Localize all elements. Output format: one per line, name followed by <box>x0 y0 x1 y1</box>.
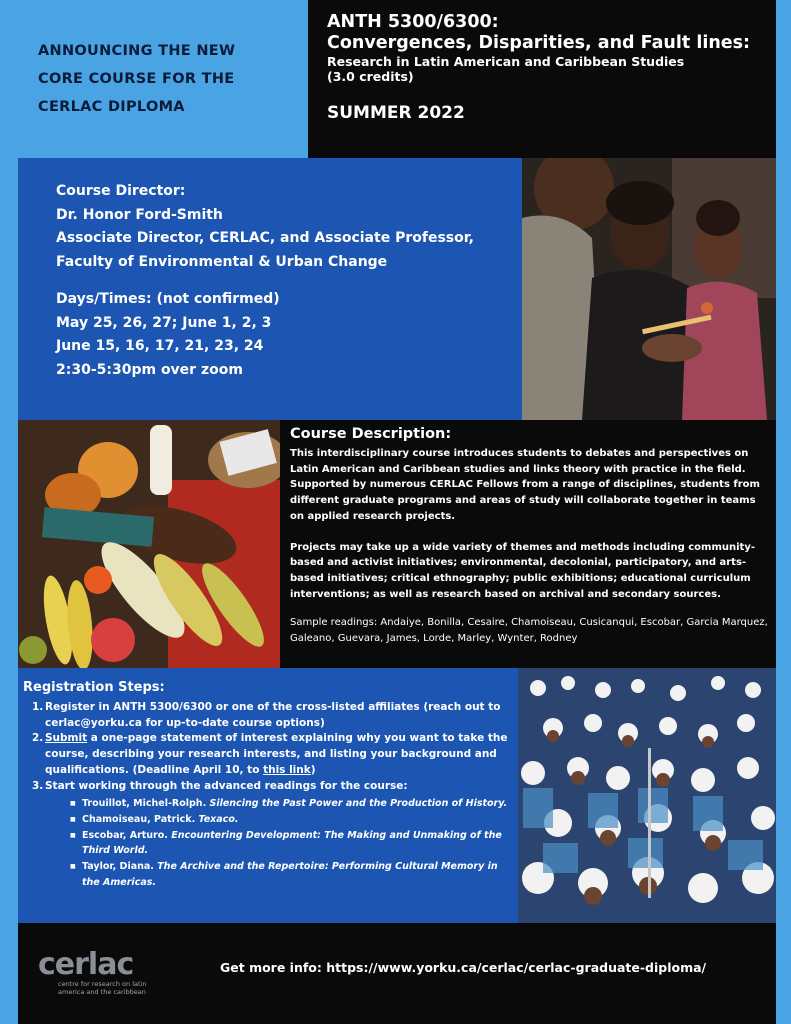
step-text: Register in ANTH 5300/6300 or one of the cross-listed affiliates (reach out to cerlac@yorku.ca for up-to-date course options) <box>45 701 501 729</box>
reading-title: Silencing the Past Power and the Production of History. <box>209 798 508 810</box>
course-name: Convergences, Disparities, and Fault lines: <box>327 33 751 53</box>
registration-block <box>18 668 518 923</box>
sample-readings: Sample readings: Andaiye, Bonilla, Cesaire, Chamoiseau, Cusicanqui, Escobar, Garcia Marquez, Galeano, Guevara, James, Lorde, Marley, Wynter, Rodney <box>290 617 768 645</box>
more-info-link[interactable]: Get more info: https://www.yorku.ca/cerlac/cerlac-graduate-diploma/ <box>220 960 707 975</box>
registration-steps <box>23 700 518 890</box>
course-term: SUMMER 2022 <box>327 103 465 123</box>
description-paragraph-1: This interdisciplinary course introduces students to debates and perspectives on Latin American and Caribbean studies and links theory with practice in the field. Supported by numerous CERLAC Fellows from a range of disciplines, students from different graduate programs and areas of study will collaborate together in teams on applied research projects. <box>290 448 760 522</box>
days-heading: Days/Times: (not confirmed) <box>56 291 280 307</box>
director-faculty: Faculty of Environmental & Urban Change <box>56 253 388 270</box>
cerlac-logo <box>38 947 158 996</box>
reading-author: Taylor, Diana. <box>82 861 158 873</box>
course-subtitle: Research in Latin American and Caribbean Studies <box>327 54 685 69</box>
reading-title: Texaco. <box>198 813 239 825</box>
course-code: ANTH 5300/6300: <box>327 12 499 32</box>
step-number: 1. <box>32 701 44 713</box>
reading-author: Trouillot, Michel-Rolph. <box>82 798 210 810</box>
course-description <box>290 426 772 647</box>
logo-wordmark: cerlac <box>38 947 134 982</box>
step-number: 3. <box>32 779 44 792</box>
registration-heading: Registration Steps: <box>23 680 165 695</box>
workshop-photo <box>522 158 776 420</box>
days-line-2: June 15, 16, 17, 21, 23, 24 <box>56 338 264 354</box>
step-text-end: ) <box>310 763 316 776</box>
course-title-box <box>308 0 776 158</box>
description-heading: Course Description: <box>290 426 452 442</box>
step-number: 2. <box>32 732 44 745</box>
director-name: Dr. Honor Ford-Smith <box>56 206 223 223</box>
altar-photo <box>18 420 280 668</box>
director-role: Associate Director, CERLAC, and Associate Professor, <box>56 230 474 246</box>
this-link[interactable]: this link <box>263 763 311 776</box>
announce-line: CORE COURSE FOR THE <box>38 71 235 87</box>
registration-step-1 <box>32 700 518 731</box>
reading-item <box>70 828 518 859</box>
logo-tagline: centre for research on latin america and the caribbean <box>58 980 147 996</box>
parade-photo <box>518 668 776 923</box>
announce-line: ANNOUNCING THE NEW <box>38 43 236 59</box>
step-text: Start working through the advanced readings for the course: <box>45 779 408 792</box>
announce-heading <box>38 37 278 121</box>
course-credits: (3.0 credits) <box>327 69 414 84</box>
registration-step-2 <box>32 731 518 778</box>
announce-line: CERLAC DIPLOMA <box>38 99 185 115</box>
readings-list <box>45 796 518 890</box>
days-line-1: May 25, 26, 27; June 1, 2, 3 <box>56 314 272 331</box>
registration-step-3 <box>32 779 518 891</box>
time-line: 2:30-5:30pm over zoom <box>56 361 243 378</box>
submit-link[interactable]: Submit <box>45 732 88 745</box>
reading-item <box>70 812 518 828</box>
step-text: a one-page statement of interest explaining why you want to take the course, describing your research interests, and listing your background and qualifications. (Deadline April 10, to <box>45 732 508 776</box>
reading-author: Chamoiseau, Patrick. <box>82 813 199 825</box>
director-block <box>18 158 522 420</box>
reading-title: The Archive and the Repertoire: Performing Cultural Memory in the Americas. <box>82 861 498 888</box>
reading-author: Escobar, Arturo. <box>82 829 172 841</box>
reading-title: Encountering Development: The Making and Unmaking of the Third World. <box>82 829 502 857</box>
reading-item <box>70 796 518 812</box>
director-heading: Course Director: <box>56 183 186 199</box>
description-paragraph-2: Projects may take up a wide variety of themes and methods including community-based and activist initiatives; environmental, decolonial, participatory, and arts-based initiatives; critical ethnography; public exhibitions; educational curriculum interventions; as well as research based on archival and secondary sources. <box>290 541 755 600</box>
reading-item <box>70 859 518 890</box>
